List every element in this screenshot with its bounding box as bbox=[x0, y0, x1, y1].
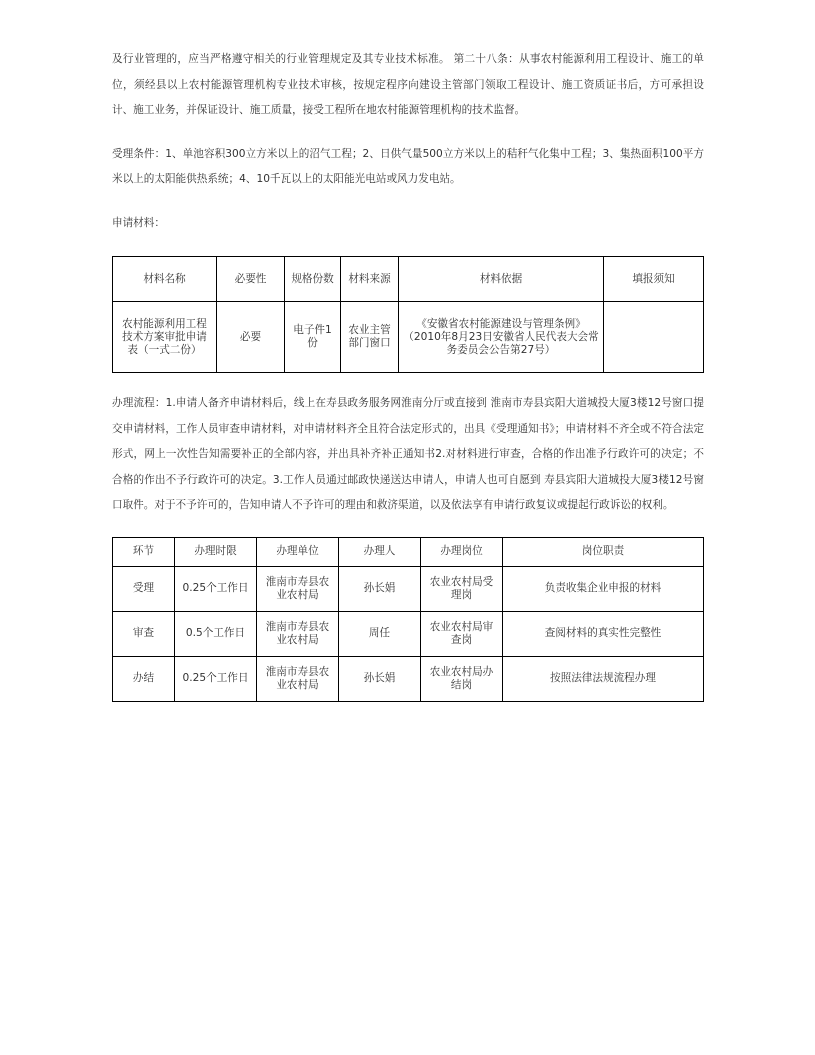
header-necessity: 必要性 bbox=[217, 257, 285, 302]
table-row bbox=[113, 302, 704, 373]
step-cell: 审查 bbox=[113, 611, 175, 656]
unit-cell: 淮南市寿县农业农村局 bbox=[257, 611, 339, 656]
steps-table bbox=[112, 537, 704, 702]
time-limit-cell: 0.25个工作日 bbox=[175, 656, 257, 701]
header-duty: 岗位职责 bbox=[503, 537, 704, 566]
time-limit-cell: 0.25个工作日 bbox=[175, 566, 257, 611]
step-cell: 受理 bbox=[113, 566, 175, 611]
header-post: 办理岗位 bbox=[421, 537, 503, 566]
header-copies: 规格份数 bbox=[285, 257, 341, 302]
header-time-limit: 办理时限 bbox=[175, 537, 257, 566]
process-paragraph: 办理流程：1.申请人备齐申请材料后，线上在寿县政务服务网淮南分厅或直接到 淮南市寿县宾阳大道城投大厦3楼12号窗口提交申请材料，工作人员审查申请材料，对申请材料齐全且符合法定形式的，出具《受理通知书》；申请材料不齐全或不符合法定形式，网上一次性告知需要补正的全部内容，并出具补齐补正通知书2.对材料进行审查，合格的作出准予行政许可的决定；不合格的作出不予行政许可的决定。3.工作人员通过邮政快递送达申请人，申请人也可自愿到 寿县宾阳大道城投大厦3楼12号窗口取件。对于不予许可的，告知申请人不予许可的理由和救济渠道，以及依法享有申请行政复议或提起行政诉讼的权利。 bbox=[112, 397, 704, 511]
materials-table bbox=[112, 256, 704, 373]
header-unit: 办理单位 bbox=[257, 537, 339, 566]
duty-cell: 查阅材料的真实性完整性 bbox=[503, 611, 704, 656]
materials-label: 申请材料： bbox=[112, 216, 165, 229]
materials-header-row bbox=[113, 257, 704, 302]
duty-cell: 负责收集企业申报的材料 bbox=[503, 566, 704, 611]
steps-header-row bbox=[113, 537, 704, 566]
handler-cell: 周任 bbox=[339, 611, 421, 656]
post-cell: 农业农村局受理岗 bbox=[421, 566, 503, 611]
unit-cell: 淮南市寿县农业农村局 bbox=[257, 656, 339, 701]
acceptance-conditions: 受理条件：1、单池容积300立方米以上的沼气工程；2、日供气量500立方米以上的秸秆气化集中工程；3、集热面积100平方米以上的太阳能供热系统；4、10千瓦以上的太阳能光电站或风力发电站。 bbox=[112, 147, 704, 185]
intro-paragraph: 及行业管理的，应当严格遵守相关的行业管理规定及其专业技术标准。 第二十八条：从事农村能源利用工程设计、施工的单位，须经县以上农村能源管理机构专业技术审核，按规定程序向建设主管部门领取工程设计、施工资质证书后，方可承担设计、施工业务，并保证设计、施工质量，接受工程所在地农村能源管理机构的技术监督。 bbox=[112, 53, 704, 116]
header-notes: 填报须知 bbox=[604, 257, 704, 302]
header-source: 材料来源 bbox=[341, 257, 399, 302]
table-row bbox=[113, 566, 704, 611]
material-name-cell: 农村能源利用工程技术方案审批申请表（一式二份） bbox=[113, 302, 217, 373]
notes-cell bbox=[604, 302, 704, 373]
step-cell: 办结 bbox=[113, 656, 175, 701]
copies-cell: 电子件1份 bbox=[285, 302, 341, 373]
header-basis: 材料依据 bbox=[399, 257, 604, 302]
handler-cell: 孙长娟 bbox=[339, 566, 421, 611]
time-limit-cell: 0.5个工作日 bbox=[175, 611, 257, 656]
post-cell: 农业农村局办结岗 bbox=[421, 656, 503, 701]
unit-cell: 淮南市寿县农业农村局 bbox=[257, 566, 339, 611]
table-row bbox=[113, 656, 704, 701]
post-cell: 农业农村局审查岗 bbox=[421, 611, 503, 656]
table-row bbox=[113, 611, 704, 656]
handler-cell: 孙长娟 bbox=[339, 656, 421, 701]
necessity-cell: 必要 bbox=[217, 302, 285, 373]
basis-cell: 《安徽省农村能源建设与管理条例》（2010年8月23日安徽省人民代表大会常务委员会公告第27号） bbox=[399, 302, 604, 373]
document-page bbox=[112, 47, 704, 702]
header-material-name: 材料名称 bbox=[113, 257, 217, 302]
source-cell: 农业主管部门窗口 bbox=[341, 302, 399, 373]
header-handler: 办理人 bbox=[339, 537, 421, 566]
duty-cell: 按照法律法规流程办理 bbox=[503, 656, 704, 701]
header-step: 环节 bbox=[113, 537, 175, 566]
